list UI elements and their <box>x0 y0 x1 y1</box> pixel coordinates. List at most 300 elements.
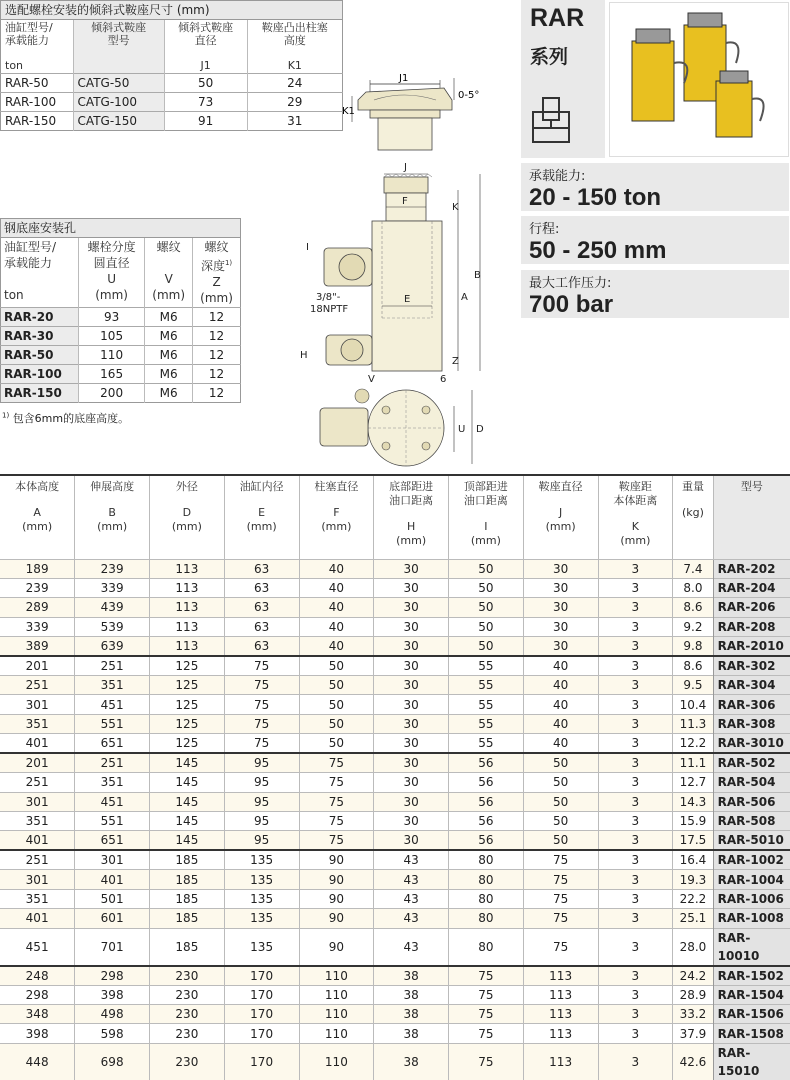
main-cell: 28.0 <box>673 928 713 966</box>
main-cell: 398 <box>75 985 150 1004</box>
saddle-header-unit: ton <box>5 59 24 72</box>
main-row <box>0 850 790 870</box>
main-row <box>0 734 790 754</box>
main-cell: 56 <box>449 812 524 831</box>
base-row <box>1 346 241 365</box>
main-header-line: 顶部距进 <box>463 480 508 493</box>
saddle-cell: RAR-150 <box>1 112 74 131</box>
main-header-5 <box>374 475 449 559</box>
main-row <box>0 559 790 578</box>
cylinders-image <box>610 3 788 156</box>
main-cell: 90 <box>299 850 374 870</box>
base-header-line: (mm) <box>152 288 186 302</box>
main-header-line: 型号 <box>740 480 763 493</box>
main-row <box>0 714 790 733</box>
base-header-line: 承载能力 <box>4 256 53 270</box>
main-cell: 113 <box>523 1004 598 1023</box>
saddle-header-line: 油缸型号/ <box>5 21 53 34</box>
main-cell: 40 <box>523 734 598 754</box>
model-cell: RAR-202 <box>713 559 790 578</box>
main-cell: 251 <box>0 773 75 792</box>
main-cell: 75 <box>299 773 374 792</box>
main-cell: 17.5 <box>673 831 713 851</box>
main-row <box>0 889 790 908</box>
main-cell: 251 <box>0 850 75 870</box>
main-cell: 3 <box>598 676 673 695</box>
main-cell: 339 <box>0 617 75 636</box>
main-cell: 598 <box>75 1024 150 1043</box>
main-cell: 230 <box>150 966 225 986</box>
main-cell: 11.1 <box>673 753 713 773</box>
port-thread-1: 3/8"- <box>316 292 341 303</box>
main-header-unit: (mm) <box>396 534 427 547</box>
main-cell: 30 <box>374 812 449 831</box>
main-cell: 113 <box>523 985 598 1004</box>
main-cell: 351 <box>75 676 150 695</box>
main-cell: 43 <box>374 870 449 889</box>
main-cell: 56 <box>449 753 524 773</box>
main-cell: 55 <box>449 695 524 714</box>
main-header-9 <box>673 475 713 559</box>
model-cell: RAR-304 <box>713 676 790 695</box>
base-cell: 200 <box>79 384 145 403</box>
main-cell: 75 <box>449 985 524 1004</box>
main-cell: 75 <box>523 889 598 908</box>
main-cell: 3 <box>598 792 673 811</box>
model-cell: RAR-208 <box>713 617 790 636</box>
main-cell: 230 <box>150 1043 225 1080</box>
main-cell: 40 <box>523 714 598 733</box>
main-cell: 339 <box>75 578 150 597</box>
main-cell: 14.3 <box>673 792 713 811</box>
main-header-symbol: B <box>108 506 116 519</box>
main-row <box>0 598 790 617</box>
main-header-line: 柱塞直径 <box>314 480 359 493</box>
spec-pressure: 最大工作压力: 700 bar <box>521 270 789 318</box>
main-cell: 55 <box>449 676 524 695</box>
main-cell: 389 <box>0 637 75 657</box>
saddle-header-3 <box>247 20 342 74</box>
model-cell: RAR-302 <box>713 656 790 676</box>
main-header-6 <box>449 475 524 559</box>
saddle-table-title: 选配螺栓安装的倾斜式鞍座尺寸 (mm) <box>1 1 343 20</box>
model-cell: RAR-5010 <box>713 831 790 851</box>
model-cell: RAR-3010 <box>713 734 790 754</box>
base-header-1 <box>79 238 145 308</box>
main-cell: 189 <box>0 559 75 578</box>
main-row <box>0 773 790 792</box>
main-row <box>0 637 790 657</box>
main-header-unit: (mm) <box>97 520 128 533</box>
main-cell: 3 <box>598 909 673 928</box>
saddle-cell: 50 <box>164 74 247 93</box>
main-row <box>0 792 790 811</box>
main-cell: 135 <box>224 889 299 908</box>
main-cell: 75 <box>449 966 524 986</box>
main-cell: 251 <box>75 753 150 773</box>
main-cell: 401 <box>0 734 75 754</box>
main-cell: 651 <box>75 734 150 754</box>
main-header-symbol: J <box>559 506 563 519</box>
main-cell: 170 <box>224 985 299 1004</box>
main-cell: 110 <box>299 1024 374 1043</box>
main-cell: 40 <box>299 559 374 578</box>
main-row <box>0 753 790 773</box>
main-cell: 113 <box>150 598 225 617</box>
saddle-header-2 <box>164 20 247 74</box>
base-cell: 12 <box>193 327 241 346</box>
main-cell: 80 <box>449 870 524 889</box>
base-cell: 165 <box>79 365 145 384</box>
saddle-header-line: 高度 <box>283 34 306 47</box>
main-cell: 75 <box>523 928 598 966</box>
main-cell: 185 <box>150 870 225 889</box>
main-cell: 38 <box>374 1024 449 1043</box>
main-cell: 50 <box>523 773 598 792</box>
main-cell: 40 <box>523 695 598 714</box>
main-header-line: 油口距离 <box>389 494 434 507</box>
main-cell: 90 <box>299 909 374 928</box>
saddle-cell: 91 <box>164 112 247 131</box>
main-cell: 301 <box>0 792 75 811</box>
main-cell: 8.6 <box>673 598 713 617</box>
base-cell: 105 <box>79 327 145 346</box>
main-cell: 30 <box>374 598 449 617</box>
base-row <box>1 384 241 403</box>
main-cell: 75 <box>449 1043 524 1080</box>
main-cell: 3 <box>598 617 673 636</box>
main-row <box>0 1024 790 1043</box>
main-cell: 30 <box>374 831 449 851</box>
saddle-cell: RAR-100 <box>1 93 74 112</box>
product-photo <box>609 2 789 157</box>
main-cell: 55 <box>449 734 524 754</box>
base-header-line: 圆直径 <box>93 256 130 270</box>
main-header-symbol: A <box>33 506 41 519</box>
main-cell: 3 <box>598 850 673 870</box>
main-cell: 50 <box>523 812 598 831</box>
main-header-unit: (mm) <box>246 520 277 533</box>
main-row <box>0 676 790 695</box>
main-cell: 38 <box>374 1043 449 1080</box>
main-cell: 90 <box>299 928 374 966</box>
base-header-0 <box>1 238 79 308</box>
model-cell: RAR-206 <box>713 598 790 617</box>
main-cell: 401 <box>0 909 75 928</box>
main-header-3 <box>224 475 299 559</box>
main-cell: 43 <box>374 928 449 966</box>
base-cell: 110 <box>79 346 145 365</box>
main-cell: 185 <box>150 909 225 928</box>
main-cell: 3 <box>598 889 673 908</box>
base-table-title: 钢底座安装孔 <box>1 219 241 238</box>
main-cell: 63 <box>224 598 299 617</box>
main-cell: 75 <box>449 1004 524 1023</box>
main-cell: 451 <box>75 792 150 811</box>
base-row <box>1 365 241 384</box>
main-cell: 75 <box>299 792 374 811</box>
main-header-4 <box>299 475 374 559</box>
dim-6: 6 <box>440 374 447 385</box>
main-cell: 3 <box>598 656 673 676</box>
main-cell: 42.6 <box>673 1043 713 1080</box>
base-header-line: (mm) <box>200 291 233 305</box>
main-cell: 3 <box>598 870 673 889</box>
main-table-header <box>0 475 790 559</box>
saddle-cell: 29 <box>247 93 342 112</box>
main-cell: 401 <box>0 831 75 851</box>
series-name: RAR <box>530 4 585 32</box>
main-cell: 30 <box>374 578 449 597</box>
main-cell: 351 <box>0 714 75 733</box>
main-cell: 439 <box>75 598 150 617</box>
main-cell: 43 <box>374 889 449 908</box>
main-cell: 351 <box>0 889 75 908</box>
main-cell: 22.2 <box>673 889 713 908</box>
main-cell: 75 <box>523 870 598 889</box>
main-cell: 80 <box>449 928 524 966</box>
model-cell: RAR-1508 <box>713 1024 790 1043</box>
main-cell: 125 <box>150 695 225 714</box>
main-cell: 498 <box>75 1004 150 1023</box>
main-cell: 113 <box>523 966 598 986</box>
main-cell: 55 <box>449 656 524 676</box>
main-header-line: 油缸内径 <box>239 480 284 493</box>
main-cell: 170 <box>224 1024 299 1043</box>
main-cell: 30 <box>374 792 449 811</box>
model-cell: RAR-508 <box>713 812 790 831</box>
main-cell: 50 <box>449 637 524 657</box>
saddle-cell: CATG-100 <box>73 93 164 112</box>
main-cell: 56 <box>449 831 524 851</box>
saddle-row <box>1 74 343 93</box>
main-cell: 125 <box>150 714 225 733</box>
base-cell: RAR-30 <box>1 327 79 346</box>
main-cell: 3 <box>598 559 673 578</box>
main-cell: 40 <box>299 598 374 617</box>
main-cell: 8.6 <box>673 656 713 676</box>
main-cell: 63 <box>224 617 299 636</box>
base-cell: 93 <box>79 308 145 327</box>
main-cell: 113 <box>150 559 225 578</box>
main-cell: 3 <box>598 812 673 831</box>
main-cell: 698 <box>75 1043 150 1080</box>
main-header-line: 鞍座距 <box>618 480 652 493</box>
main-cell: 75 <box>224 695 299 714</box>
dim-j: J <box>404 162 407 173</box>
main-cell: 30 <box>374 695 449 714</box>
main-cell: 38 <box>374 966 449 986</box>
main-cell: 40 <box>299 617 374 636</box>
main-row <box>0 909 790 928</box>
main-cell: 95 <box>224 831 299 851</box>
main-cell: 75 <box>299 831 374 851</box>
main-cell: 113 <box>523 1043 598 1080</box>
main-cell: 50 <box>299 734 374 754</box>
base-cell: 12 <box>193 308 241 327</box>
main-cell: 239 <box>0 578 75 597</box>
main-cell: 145 <box>150 831 225 851</box>
main-row <box>0 966 790 986</box>
main-cell: 401 <box>75 870 150 889</box>
main-cell: 95 <box>224 773 299 792</box>
base-header-line: ton <box>4 288 24 302</box>
main-cell: 9.2 <box>673 617 713 636</box>
base-header-depth <box>196 255 237 274</box>
main-row <box>0 695 790 714</box>
base-row <box>1 308 241 327</box>
main-cell: 601 <box>75 909 150 928</box>
main-cell: 38 <box>374 1004 449 1023</box>
saddle-size-table <box>0 0 343 131</box>
saddle-cell: 73 <box>164 93 247 112</box>
main-cell: 50 <box>449 617 524 636</box>
base-cell: RAR-20 <box>1 308 79 327</box>
model-cell: RAR-1502 <box>713 966 790 986</box>
base-header-3 <box>193 238 241 308</box>
main-cell: 75 <box>523 909 598 928</box>
main-cell: 38 <box>374 985 449 1004</box>
base-cell: 12 <box>193 365 241 384</box>
main-cell: 75 <box>299 753 374 773</box>
main-row <box>0 928 790 966</box>
main-cell: 90 <box>299 889 374 908</box>
main-cell: 135 <box>224 850 299 870</box>
model-cell: RAR-1504 <box>713 985 790 1004</box>
main-cell: 30 <box>374 714 449 733</box>
main-cell: 298 <box>0 985 75 1004</box>
main-header-line: 本体高度 <box>15 480 60 493</box>
model-cell: RAR-306 <box>713 695 790 714</box>
main-cell: 30 <box>523 637 598 657</box>
main-header-symbol: K <box>631 520 639 533</box>
main-cell: 298 <box>75 966 150 986</box>
main-cell: 75 <box>224 734 299 754</box>
main-cell: 125 <box>150 734 225 754</box>
main-cell: 230 <box>150 985 225 1004</box>
base-cell: RAR-50 <box>1 346 79 365</box>
main-cell: 170 <box>224 966 299 986</box>
dim-k: K <box>452 202 459 213</box>
spec-capacity: 承载能力: 20 - 150 ton <box>521 163 789 211</box>
model-cell: RAR-1006 <box>713 889 790 908</box>
base-cell: RAR-150 <box>1 384 79 403</box>
main-cell: 50 <box>449 578 524 597</box>
base-header-line: 螺纹 <box>156 240 181 254</box>
dim-e: E <box>404 294 411 305</box>
main-row <box>0 870 790 889</box>
main-cell: 30 <box>523 578 598 597</box>
main-cell: 37.9 <box>673 1024 713 1043</box>
main-header-unit: (mm) <box>545 520 576 533</box>
model-cell: RAR-15010 <box>713 1043 790 1080</box>
main-cell: 135 <box>224 909 299 928</box>
main-cell: 50 <box>299 656 374 676</box>
main-cell: 145 <box>150 812 225 831</box>
main-cell: 3 <box>598 598 673 617</box>
main-header-2 <box>150 475 225 559</box>
main-cell: 56 <box>449 792 524 811</box>
main-header-line: 鞍座直径 <box>538 480 583 493</box>
main-cell: 16.4 <box>673 850 713 870</box>
main-cell: 651 <box>75 831 150 851</box>
main-row <box>0 617 790 636</box>
saddle-cell: RAR-50 <box>1 74 74 93</box>
saddle-header-1 <box>73 20 164 74</box>
main-header-line: 伸展高度 <box>90 480 135 493</box>
main-cell: 95 <box>224 753 299 773</box>
main-cell: 55 <box>449 714 524 733</box>
main-cell: 501 <box>75 889 150 908</box>
main-cell: 3 <box>598 578 673 597</box>
main-header-symbol: D <box>182 506 192 519</box>
main-cell: 40 <box>523 656 598 676</box>
main-row <box>0 656 790 676</box>
main-cell: 451 <box>0 928 75 966</box>
main-cell: 30 <box>374 617 449 636</box>
saddle-header-line: 承载能力 <box>5 34 49 47</box>
main-cell: 30 <box>374 637 449 657</box>
main-cell: 30 <box>523 559 598 578</box>
main-cell: 135 <box>224 928 299 966</box>
main-header-symbol: F <box>333 506 340 519</box>
cylinder-type-icon <box>531 94 571 144</box>
main-row <box>0 578 790 597</box>
main-header-line: 底部距进 <box>389 480 434 493</box>
main-cell: 451 <box>75 695 150 714</box>
main-cell: 3 <box>598 714 673 733</box>
main-cell: 185 <box>150 928 225 966</box>
saddle-header-unit: K1 <box>287 59 302 72</box>
main-cell: 75 <box>224 656 299 676</box>
main-cell: 33.2 <box>673 1004 713 1023</box>
main-header-1 <box>75 475 150 559</box>
base-cell: 12 <box>193 346 241 365</box>
main-cell: 110 <box>299 1043 374 1080</box>
dim-z: Z <box>452 356 459 367</box>
dim-f: F <box>402 196 408 207</box>
main-cell: 40 <box>523 676 598 695</box>
main-cell: 63 <box>224 578 299 597</box>
saddle-header-line: 直径 <box>194 34 217 47</box>
main-header-10 <box>713 475 790 559</box>
base-header-line: U <box>107 272 117 286</box>
main-cell: 170 <box>224 1004 299 1023</box>
main-cell: 15.9 <box>673 812 713 831</box>
main-cell: 50 <box>449 559 524 578</box>
base-header-line: (mm) <box>95 288 128 302</box>
main-cell: 351 <box>75 773 150 792</box>
series-title-block <box>521 0 605 158</box>
main-header-unit: (mm) <box>620 534 651 547</box>
main-cell: 30 <box>374 559 449 578</box>
main-cell: 398 <box>0 1024 75 1043</box>
port-thread-2: 18NPTF <box>310 304 349 315</box>
main-cell: 30 <box>374 773 449 792</box>
main-cell: 11.3 <box>673 714 713 733</box>
model-cell: RAR-502 <box>713 753 790 773</box>
main-cell: 40 <box>299 637 374 657</box>
saddle-cell: CATG-150 <box>73 112 164 131</box>
model-cell: RAR-2010 <box>713 637 790 657</box>
main-cell: 12.2 <box>673 734 713 754</box>
spec-stroke: 行程: 50 - 250 mm <box>521 216 789 264</box>
main-cell: 113 <box>150 617 225 636</box>
main-cell: 30 <box>374 676 449 695</box>
main-cell: 3 <box>598 753 673 773</box>
main-cell: 539 <box>75 617 150 636</box>
main-header-unit: (mm) <box>22 520 53 533</box>
